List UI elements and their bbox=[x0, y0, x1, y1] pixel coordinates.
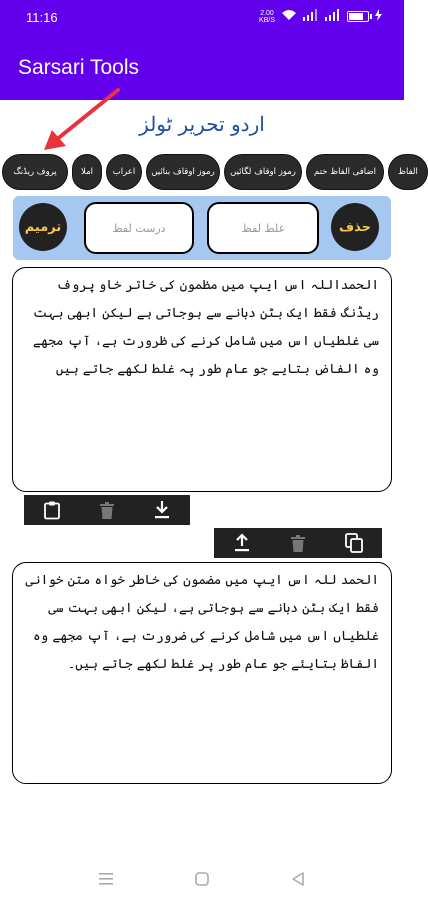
app-title: Sarsari Tools bbox=[18, 56, 139, 79]
input-text-area[interactable]: الحمداللہ اس ایپ میں مظمون کی خاتر خاو پروف ریڈنگ فقط ایک بٹن دبانے سے ہوجاتی ہے لیکن ابھی بہت سی غلطیاں اس میں شامل کرنے کی ظرورت ہے، آپ مجھے وہ الفاض بتایے جو عام طور پہ غلط لکھے جاتے ہیں bbox=[12, 267, 392, 492]
upload-icon[interactable] bbox=[229, 530, 255, 556]
wrong-word-field[interactable]: غلط لفظ bbox=[207, 202, 319, 254]
wifi-icon bbox=[281, 9, 297, 24]
delete-icon[interactable] bbox=[94, 497, 120, 523]
chip-make-punctuation[interactable]: رموز اوقاف بنائیں bbox=[146, 154, 220, 190]
copy-icon[interactable] bbox=[341, 530, 367, 556]
status-bar bbox=[0, 0, 404, 36]
chip-apply-punctuation[interactable]: رموز اوقاف لگائیں bbox=[224, 154, 302, 190]
battery-icon bbox=[347, 11, 369, 22]
net-speed-value: 2.00 bbox=[260, 9, 274, 17]
page-title: اردو تحریر ٹولز bbox=[139, 112, 265, 136]
net-speed bbox=[259, 10, 275, 24]
delete-word-button[interactable]: حذف bbox=[331, 203, 379, 251]
download-icon[interactable] bbox=[149, 497, 175, 523]
home-icon[interactable] bbox=[191, 868, 213, 890]
charging-icon bbox=[375, 9, 382, 24]
input-toolbar bbox=[24, 495, 190, 525]
paste-icon[interactable] bbox=[39, 497, 65, 523]
edit-button[interactable]: ترمیم bbox=[19, 203, 67, 251]
chip-spelling[interactable]: املا bbox=[72, 154, 102, 190]
chip-words[interactable]: الفاظ bbox=[388, 154, 428, 190]
chip-diacritics[interactable]: اعراب bbox=[106, 154, 142, 190]
correct-word-field[interactable]: درست لفظ bbox=[84, 202, 194, 254]
chip-remove-extra-words[interactable]: اضافی الفاظ ختم bbox=[306, 154, 384, 190]
status-icons bbox=[259, 9, 382, 24]
battery-fill bbox=[349, 13, 363, 20]
output-toolbar bbox=[214, 528, 382, 558]
delete-icon[interactable] bbox=[285, 530, 311, 556]
net-speed-unit: KB/S bbox=[259, 16, 275, 24]
tool-chips-bar[interactable] bbox=[0, 154, 418, 192]
status-time: 11:16 bbox=[26, 10, 58, 25]
signal-icon-2 bbox=[325, 9, 341, 24]
signal-icon bbox=[303, 9, 319, 24]
navigation-bar bbox=[0, 860, 404, 900]
output-text-area[interactable]: الحمد للہ اس ایپ میں مضمون کی خاطر خواہ متن خوانی فقط ایک بٹن دبانے سے ہوجاتی ہے، لیکن ابھی بہت سی غلطیاں اس میں شامل کرنے کی ضرورت ہے، آپ مجھے وہ الفاظ بتایئے جو عام طور پر غلط لکھے جاتے ہیں۔ bbox=[12, 562, 392, 784]
back-icon[interactable] bbox=[287, 868, 309, 890]
replace-word-panel bbox=[13, 196, 391, 260]
menu-icon[interactable] bbox=[95, 868, 117, 890]
chip-proofreading[interactable]: پروف ریڈنگ bbox=[2, 154, 68, 190]
